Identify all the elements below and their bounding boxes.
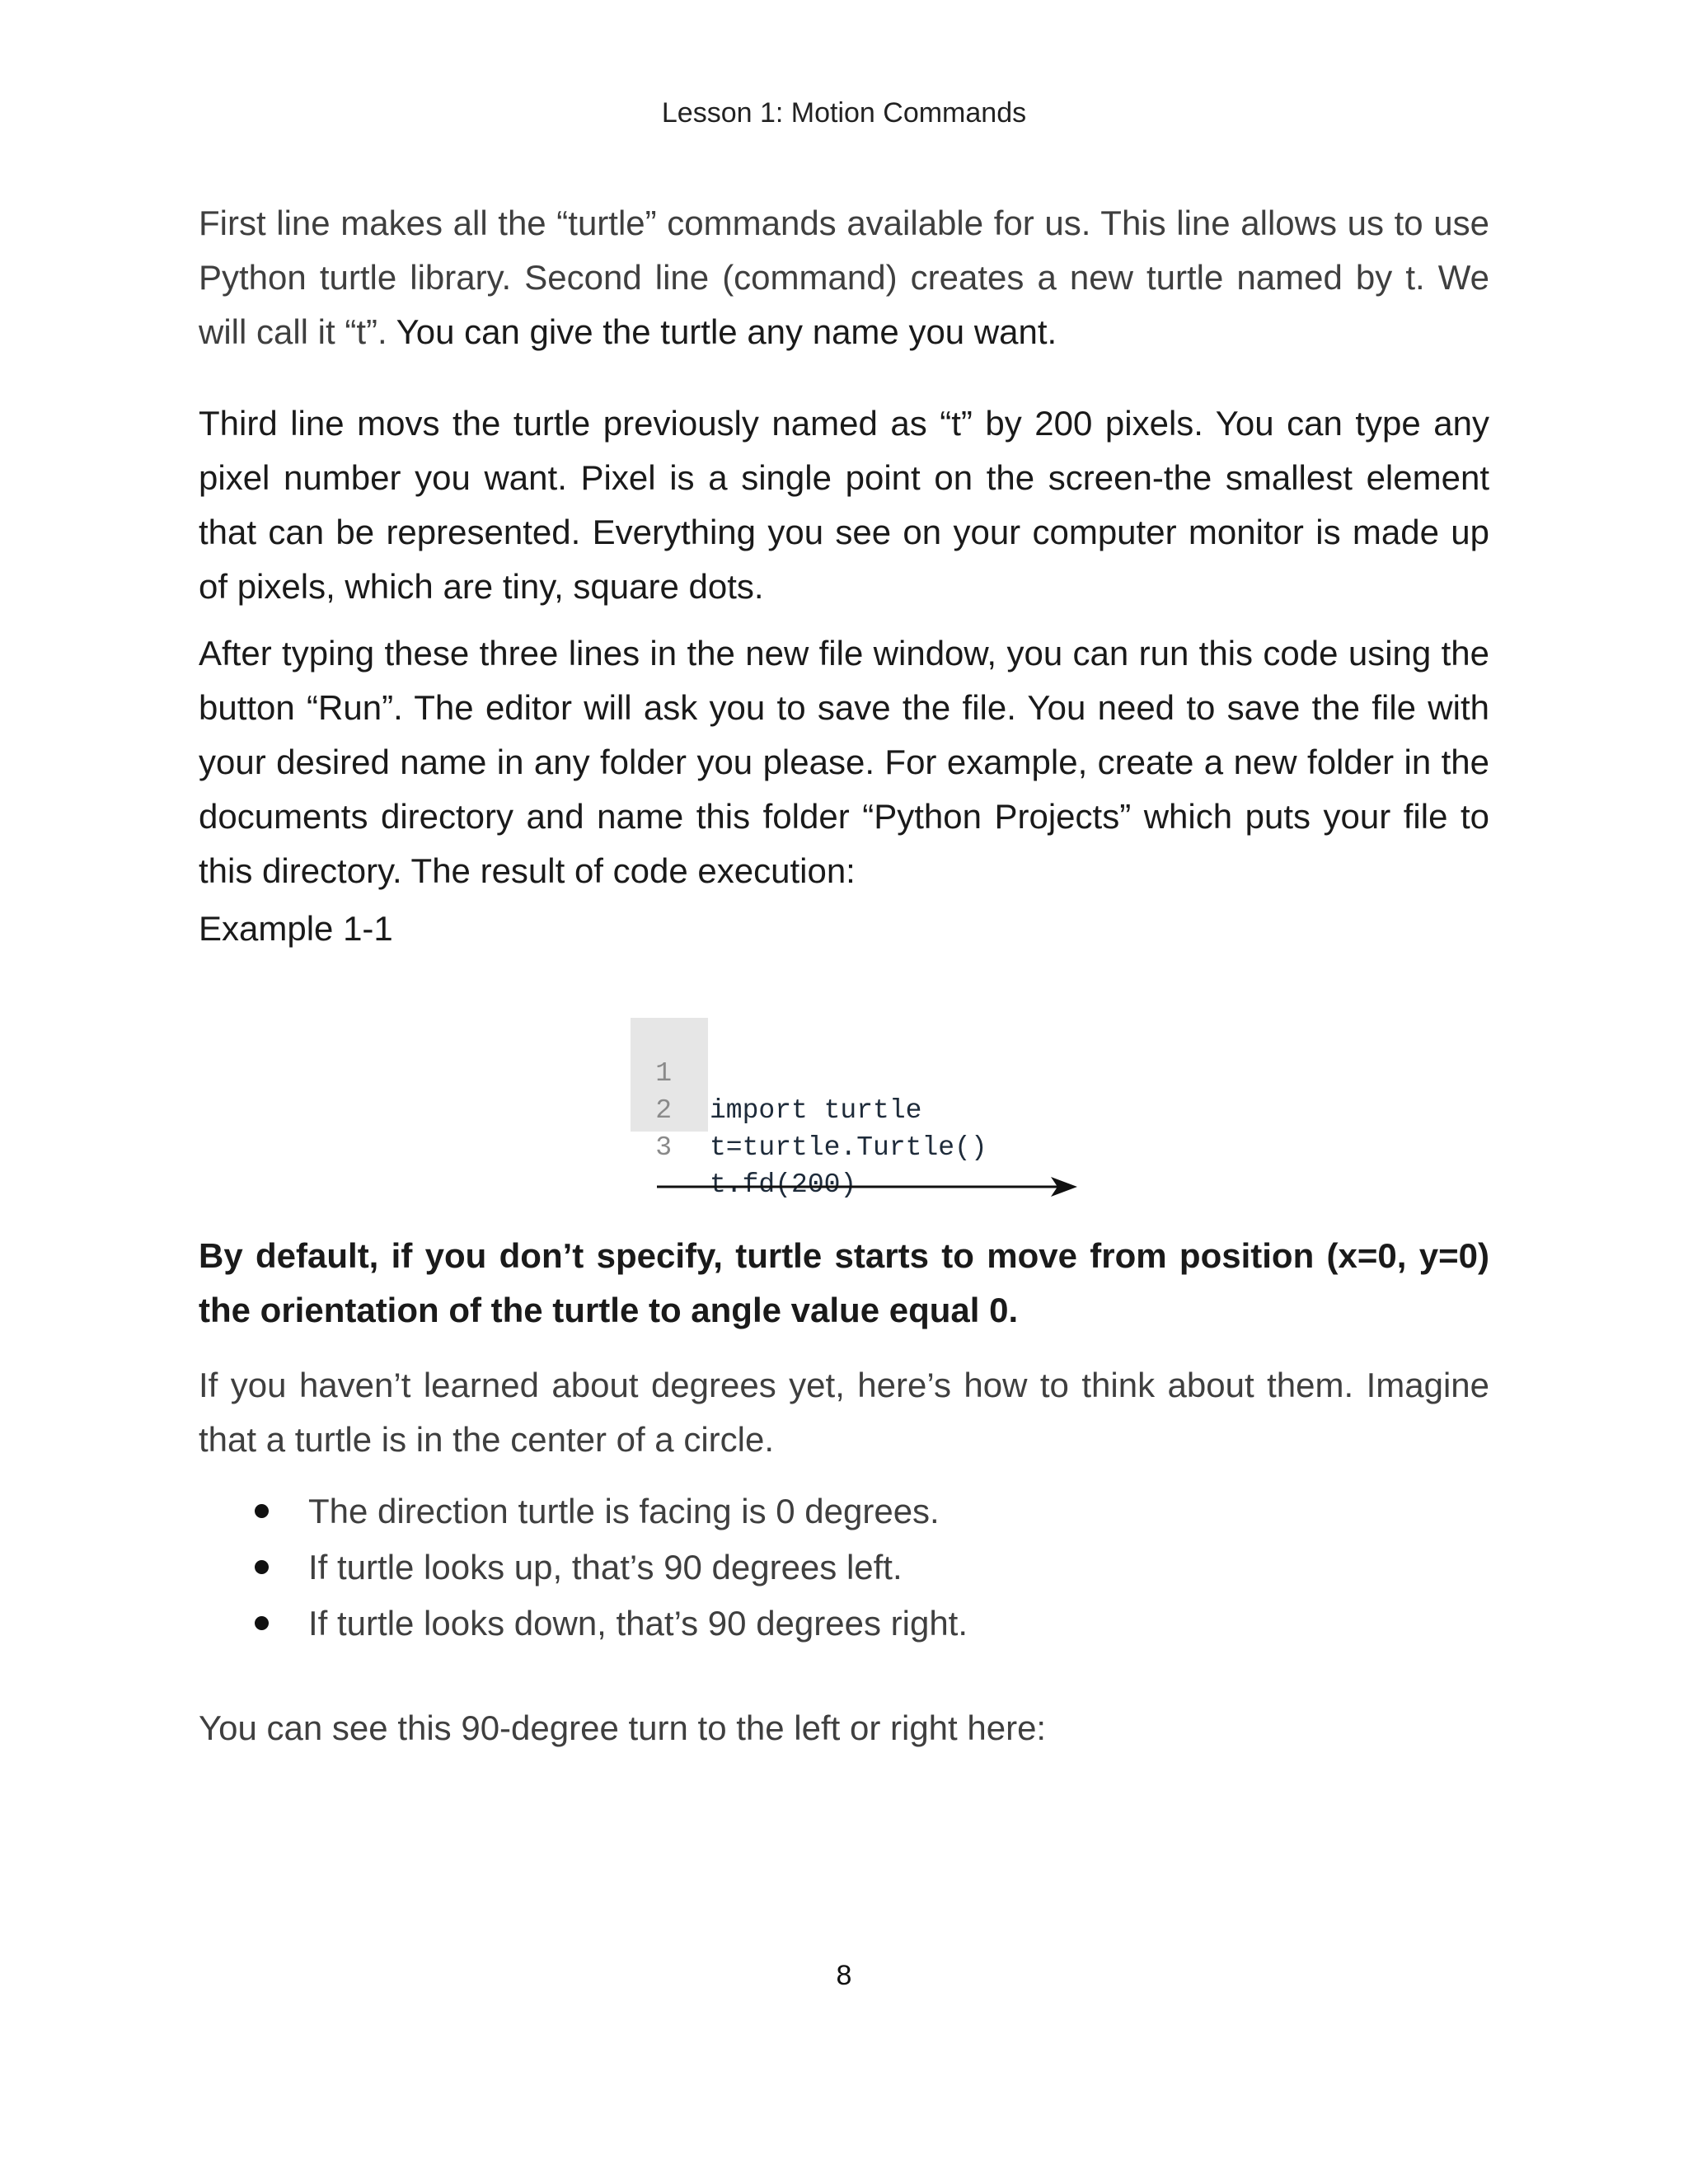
line-number: 2 [655, 1095, 672, 1126]
code-snippet [631, 1018, 1043, 1200]
bullet-icon [255, 1560, 269, 1574]
paragraph-intro-gray: First line makes all the “turtle” commands available for us. This line allows us to use Python turtle library. Second line (command) creates a new turtle named by t. We will call it “t”. [199, 204, 1489, 351]
turtle-arrow-icon [655, 1170, 1084, 1203]
list-item-text: The direction turtle is facing is 0 degrees. [308, 1492, 940, 1530]
list-item-text: If turtle looks down, that’s 90 degrees right. [308, 1604, 968, 1643]
paragraph-turn-text: You can see this 90-degree turn to the left or right here: [199, 1708, 1047, 1747]
list-item [199, 1483, 1489, 1540]
paragraph-pixels [199, 396, 1489, 614]
bullet-icon [255, 1504, 269, 1518]
code-text: t.fd(200) [710, 1169, 857, 1200]
code-text: import turtle [710, 1095, 922, 1126]
paragraph-pixels-text: Third line movs the turtle previously named as “t” by 200 pixels. You can type any pixel number you want. Pixel is a single point on the screen-the smallest element that can be represented. Everything you see on your computer monitor is made up of pixels, which are tiny, square dots. [199, 404, 1489, 606]
running-header: Lesson 1: Motion Commands [661, 97, 1027, 129]
line-number: 1 [655, 1058, 672, 1089]
line-number: 3 [655, 1132, 672, 1163]
paragraph-turn [199, 1701, 1489, 1755]
paragraph-run [199, 626, 1489, 898]
list-item [199, 1540, 1489, 1596]
list-item-text: If turtle looks up, that’s 90 degrees left. [308, 1548, 903, 1586]
bullet-icon [255, 1616, 269, 1630]
paragraph-intro [199, 196, 1489, 359]
paragraph-intro-dark: You can give the turtle any name you want. [387, 312, 1057, 351]
degrees-bullet-list [199, 1483, 1489, 1652]
paragraph-default-position [199, 1229, 1489, 1338]
example-label [199, 902, 1489, 956]
page-number: 8 [836, 1960, 852, 1991]
paragraph-run-text: After typing these three lines in the new file window, you can run this code using the button “Run”. The editor will ask you to save the file. You need to save the file with your desired name in any folder you please. For example, create a new folder in the documents directory and name this folder “Python Projects” which puts your file to this directory. The result of code execution: [199, 634, 1489, 890]
code-line-1 [631, 1018, 922, 1126]
list-item [199, 1596, 1489, 1652]
code-text: t=turtle.Turtle() [710, 1132, 987, 1163]
example-label-text: Example 1-1 [199, 909, 393, 948]
paragraph-degrees-text: If you haven’t learned about degrees yet, here’s how to think about them. Imagine that a turtle is in the center of a circle. [199, 1366, 1489, 1459]
paragraph-degrees [199, 1358, 1489, 1467]
paragraph-default-position-text: By default, if you don’t specify, turtle starts to move from position (x=0, y=0) the orientation of the turtle to angle value equal 0. [199, 1236, 1489, 1329]
